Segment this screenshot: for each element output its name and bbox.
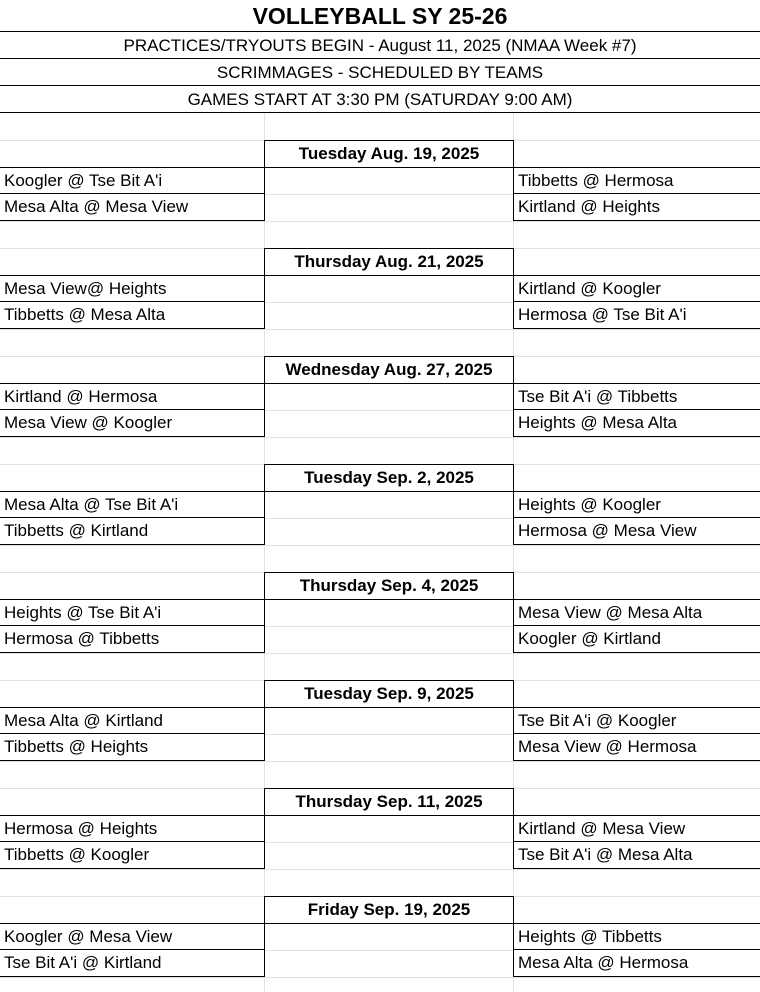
game-date: Tuesday Sep. 9, 2025 xyxy=(264,680,514,708)
game-date: Thursday Sep. 11, 2025 xyxy=(264,788,514,816)
game-left-2: Tibbetts @ Koogler xyxy=(0,842,265,869)
game-left-1: Koogler @ Tse Bit A'i xyxy=(0,167,265,194)
game-right-2: Hermosa @ Tse Bit A'i xyxy=(513,302,760,329)
page-title: VOLLEYBALL SY 25-26 xyxy=(0,0,760,32)
game-right-1: Heights @ Koogler xyxy=(513,491,760,518)
grid-row-line xyxy=(0,437,760,438)
game-date: Thursday Sep. 4, 2025 xyxy=(264,572,514,600)
grid-row-line xyxy=(0,761,760,762)
game-right-2: Mesa Alta @ Hermosa xyxy=(513,950,760,977)
header-practices-line: PRACTICES/TRYOUTS BEGIN - August 11, 2025 (NMAA Week #7) xyxy=(0,32,760,59)
game-right-1: Tse Bit A'i @ Koogler xyxy=(513,707,760,734)
grid-row-line xyxy=(0,221,760,222)
game-right-2: Hermosa @ Mesa View xyxy=(513,518,760,545)
game-left-2: Tse Bit A'i @ Kirtland xyxy=(0,950,265,977)
game-left-1: Mesa Alta @ Tse Bit A'i xyxy=(0,491,265,518)
game-left-1: Kirtland @ Hermosa xyxy=(0,383,265,410)
game-left-2: Mesa Alta @ Mesa View xyxy=(0,194,265,221)
game-date: Friday Sep. 19, 2025 xyxy=(264,896,514,924)
game-right-1: Tibbetts @ Hermosa xyxy=(513,167,760,194)
game-right-2: Heights @ Mesa Alta xyxy=(513,410,760,437)
game-right-2: Koogler @ Kirtland xyxy=(513,626,760,653)
header-games-start-line: GAMES START AT 3:30 PM (SATURDAY 9:00 AM) xyxy=(0,86,760,113)
game-left-1: Hermosa @ Heights xyxy=(0,815,265,842)
game-right-2: Tse Bit A'i @ Mesa Alta xyxy=(513,842,760,869)
game-left-2: Mesa View @ Koogler xyxy=(0,410,265,437)
game-date: Tuesday Aug. 19, 2025 xyxy=(264,140,514,168)
game-date: Tuesday Sep. 2, 2025 xyxy=(264,464,514,492)
game-left-2: Tibbetts @ Kirtland xyxy=(0,518,265,545)
game-left-1: Heights @ Tse Bit A'i xyxy=(0,599,265,626)
grid-row-line xyxy=(0,545,760,546)
game-left-2: Tibbetts @ Heights xyxy=(0,734,265,761)
game-right-1: Heights @ Tibbetts xyxy=(513,923,760,950)
game-right-1: Mesa View @ Mesa Alta xyxy=(513,599,760,626)
header-scrimmages-line: SCRIMMAGES - SCHEDULED BY TEAMS xyxy=(0,59,760,86)
game-right-1: Tse Bit A'i @ Tibbetts xyxy=(513,383,760,410)
game-left-1: Koogler @ Mesa View xyxy=(0,923,265,950)
grid-row-line xyxy=(0,977,760,978)
game-right-1: Kirtland @ Koogler xyxy=(513,275,760,302)
game-right-2: Mesa View @ Hermosa xyxy=(513,734,760,761)
game-left-1: Mesa Alta @ Kirtland xyxy=(0,707,265,734)
grid-row-line xyxy=(0,869,760,870)
game-right-1: Kirtland @ Mesa View xyxy=(513,815,760,842)
game-left-2: Hermosa @ Tibbetts xyxy=(0,626,265,653)
grid-row-line xyxy=(0,329,760,330)
game-date: Wednesday Aug. 27, 2025 xyxy=(264,356,514,384)
game-left-2: Tibbetts @ Mesa Alta xyxy=(0,302,265,329)
game-left-1: Mesa View@ Heights xyxy=(0,275,265,302)
game-right-2: Kirtland @ Heights xyxy=(513,194,760,221)
grid-row-line xyxy=(0,653,760,654)
game-date: Thursday Aug. 21, 2025 xyxy=(264,248,514,276)
